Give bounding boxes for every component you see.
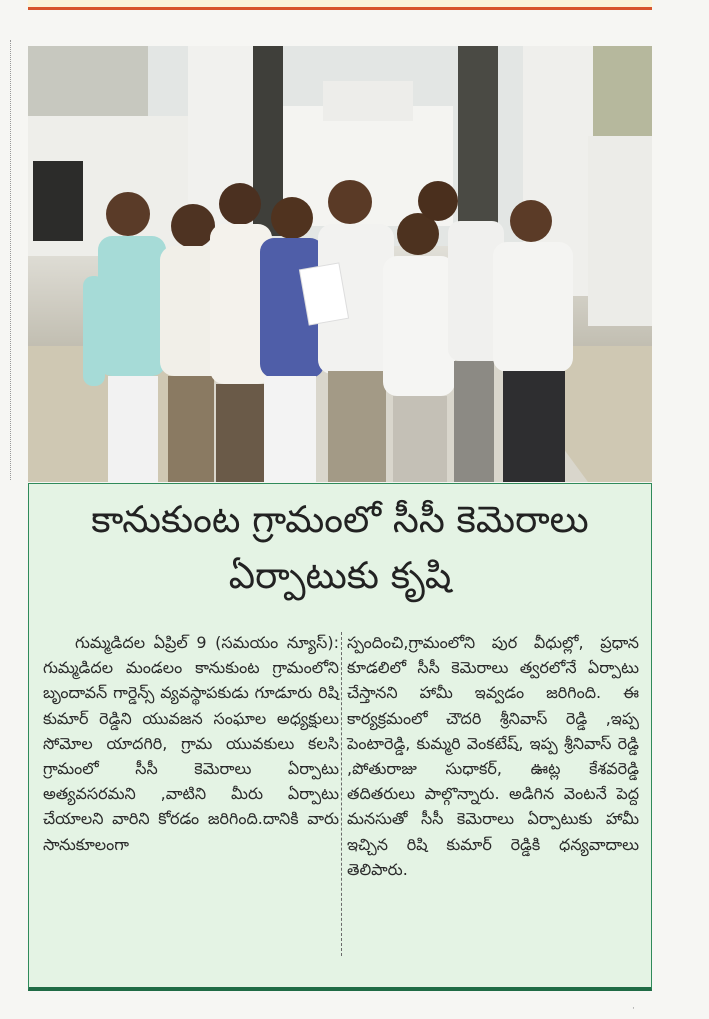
article-column-right: స్పందించి,గ్రామంలోని పుర వీధుల్లో, ప్రధాన కూడలిలో సీసీ కెమెరాలు త్వరలోనే ఏర్పాటు చేస్తానని హామీ ఇవ్వడం జరిగింది. ఈ కార్యక్రమంలో చౌదరి శ్రీనివాస్ రెడ్డి ,ఇప్ప పెంటారెడ్డి, కుమ్మరి వెంకటేష్, ఇప్ప శ్రీనివాస్ రెడ్డి ,పోతురాజు సుధాకర్, ఊట్ల కేశవరెడ్డి తదితరులు పాల్గొన్నారు. అడిగిన వెంటనే పెద్ద మనసుతో సీసీ కెమెరాలు ఏర్పాటుకు హామీ ఇచ్చిన రిషి కుమార్ రెడ్డికి ధన్యవాదాలు తెలిపారు. bbox=[347, 633, 639, 879]
top-banner-strip bbox=[28, 0, 652, 10]
news-photo bbox=[28, 46, 652, 482]
headline-line-1: కానుకుంట గ్రామంలో సీసీ కెమెరాలు bbox=[91, 498, 589, 541]
news-article bbox=[28, 483, 652, 991]
photo-illustration bbox=[28, 46, 652, 482]
left-margin-ticks bbox=[0, 40, 11, 480]
article-column-left: గుమ్మడిదల ఏప్రిల్ 9 (సమయం న్యూస్): గుమ్మడిదల మండలం కానుకుంట గ్రామంలోని బృందావన్ గార్డెన్స్ వ్యవస్థాపకుడు గూడూరు రిషి కుమార్ రెడ్డిని యువజన సంఘాల అధ్యక్షులు సోమోల యాదగిరి, గ్రామ యువకులు కలసి గ్రామంలో సీసీ కెమెరాలు ఏర్పాటు అత్యవసరమని ,వాటిని మీరు ఏర్పాటు చేయాలని వారిని కోరడం జరిగింది.దానికి వారు సానుకూలంగా bbox=[43, 633, 339, 854]
corner-mark: · bbox=[632, 1004, 635, 1014]
column-divider bbox=[341, 632, 342, 956]
headline-line-2: ఏర్పాటుకు కృషి bbox=[228, 554, 452, 597]
article-headline bbox=[29, 492, 651, 604]
